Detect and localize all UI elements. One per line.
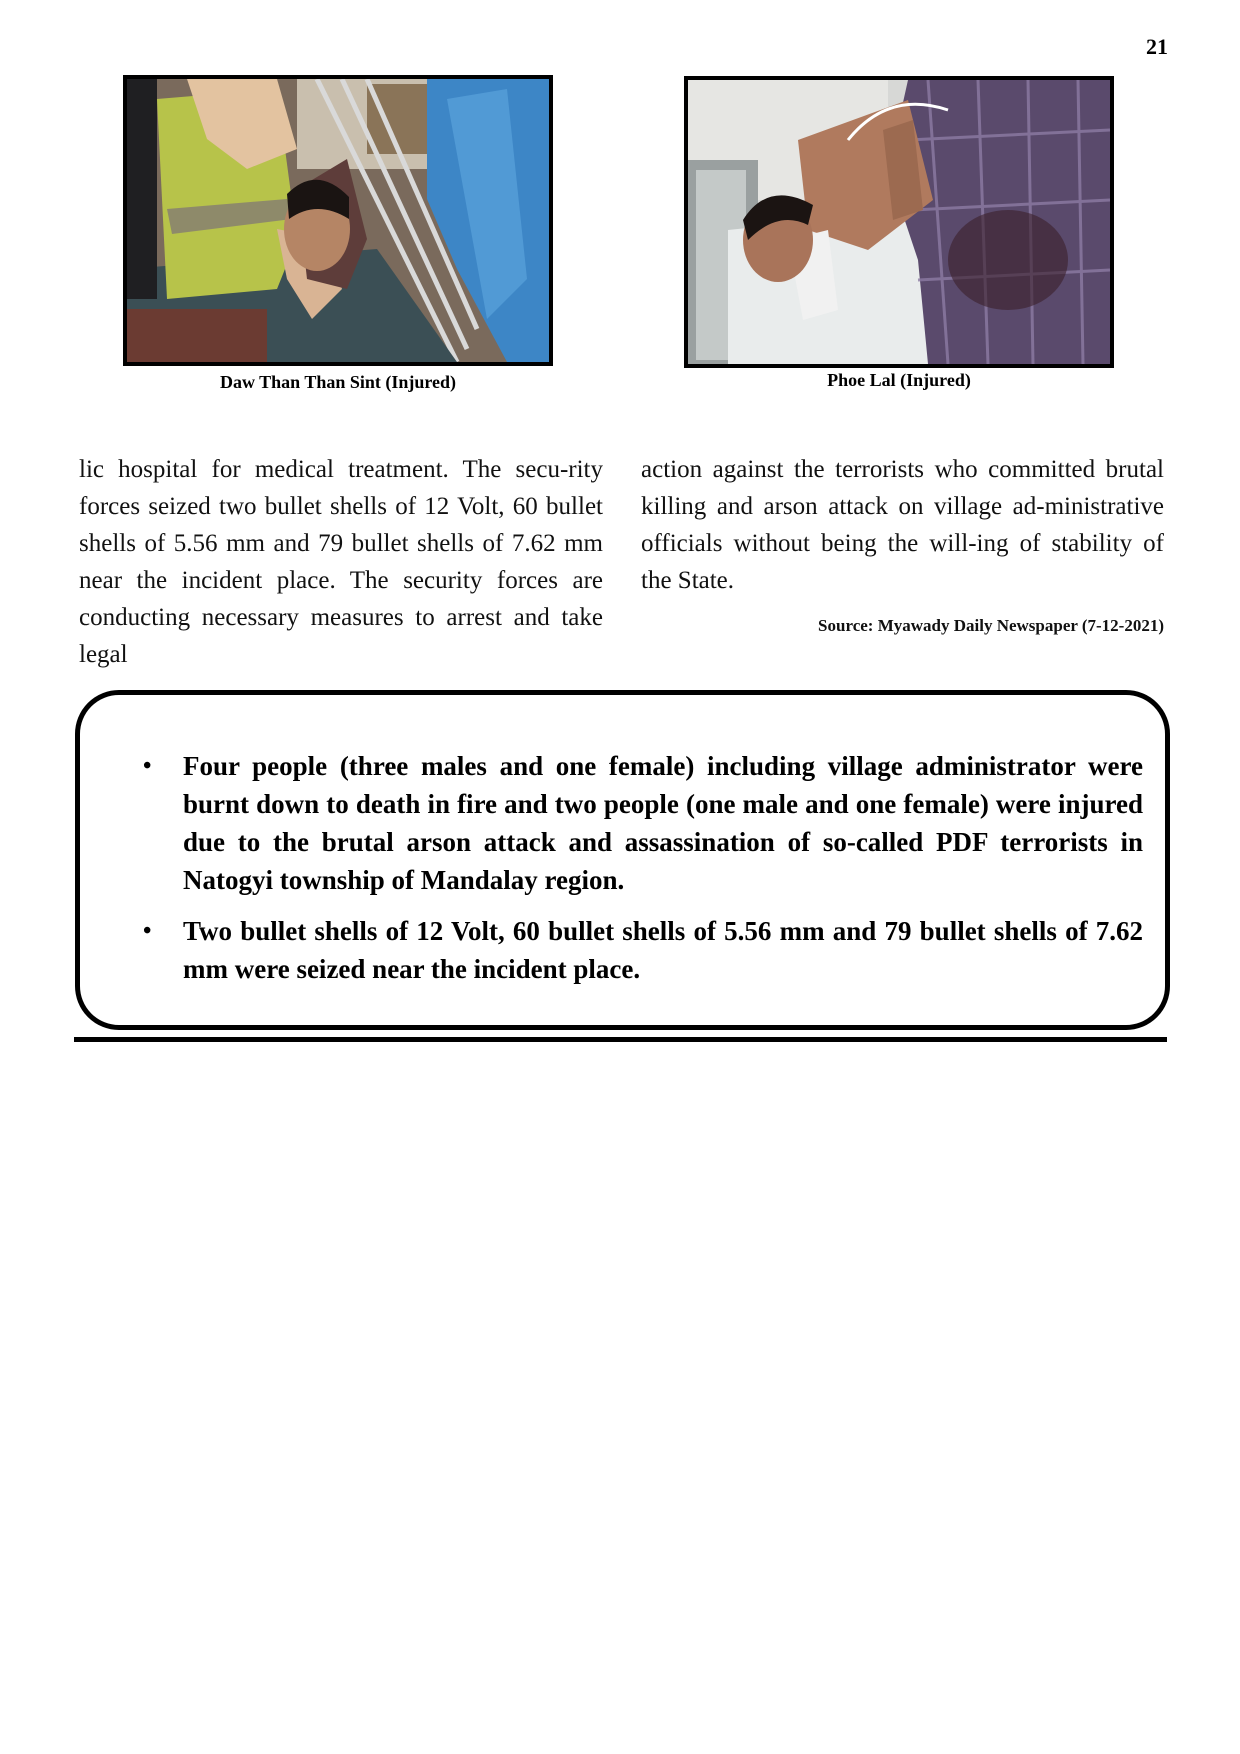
bullet-icon: •	[143, 918, 152, 944]
section-divider	[74, 1037, 1167, 1042]
summary-list	[124, 747, 1143, 988]
article-column-right	[641, 451, 1164, 637]
injured-woman-photo-icon	[127, 79, 549, 362]
bullet-icon: •	[143, 753, 152, 779]
injured-man-photo-icon	[688, 80, 1110, 364]
article-text-right: action against the terrorists who committed brutal killing and arson attack on village ad-ministrative officials without being the will-ing of stability of the State.	[641, 456, 1164, 594]
summary-box	[75, 690, 1170, 1030]
article-text-left: lic hospital for medical treatment. The secu-rity forces seized two bullet shells of 12 Volt, 60 bullet shells of 5.56 mm and 79 bullet shells of 7.62 mm near the incident place. The security forces are conducting necessary measures to arrest and take legal	[79, 456, 603, 668]
page-number: 21	[1146, 34, 1168, 59]
photo-daw-than-than-sint	[123, 75, 553, 366]
summary-item	[143, 747, 1143, 899]
summary-item-text: Four people (three males and one female) including village administrator were burnt down to death in fire and two people (one male and one female) were injured due to the brutal arson attack and assassination of so-called PDF terrorists in Natogyi township of Mandalay region.	[183, 751, 1143, 895]
summary-item-text: Two bullet shells of 12 Volt, 60 bullet shells of 5.56 mm and 79 bullet shells of 7.62 mm were seized near the incident place.	[183, 916, 1143, 984]
summary-item	[143, 912, 1143, 988]
photo-phoe-lal	[684, 76, 1114, 368]
photo-caption-right: Phoe Lal (Injured)	[827, 370, 971, 390]
photo-caption-left: Daw Than Than Sint (Injured)	[219, 372, 457, 392]
source-citation: Source: Myawady Daily Newspaper (7-12-2021)	[818, 616, 1164, 635]
article-column-left	[79, 451, 603, 673]
